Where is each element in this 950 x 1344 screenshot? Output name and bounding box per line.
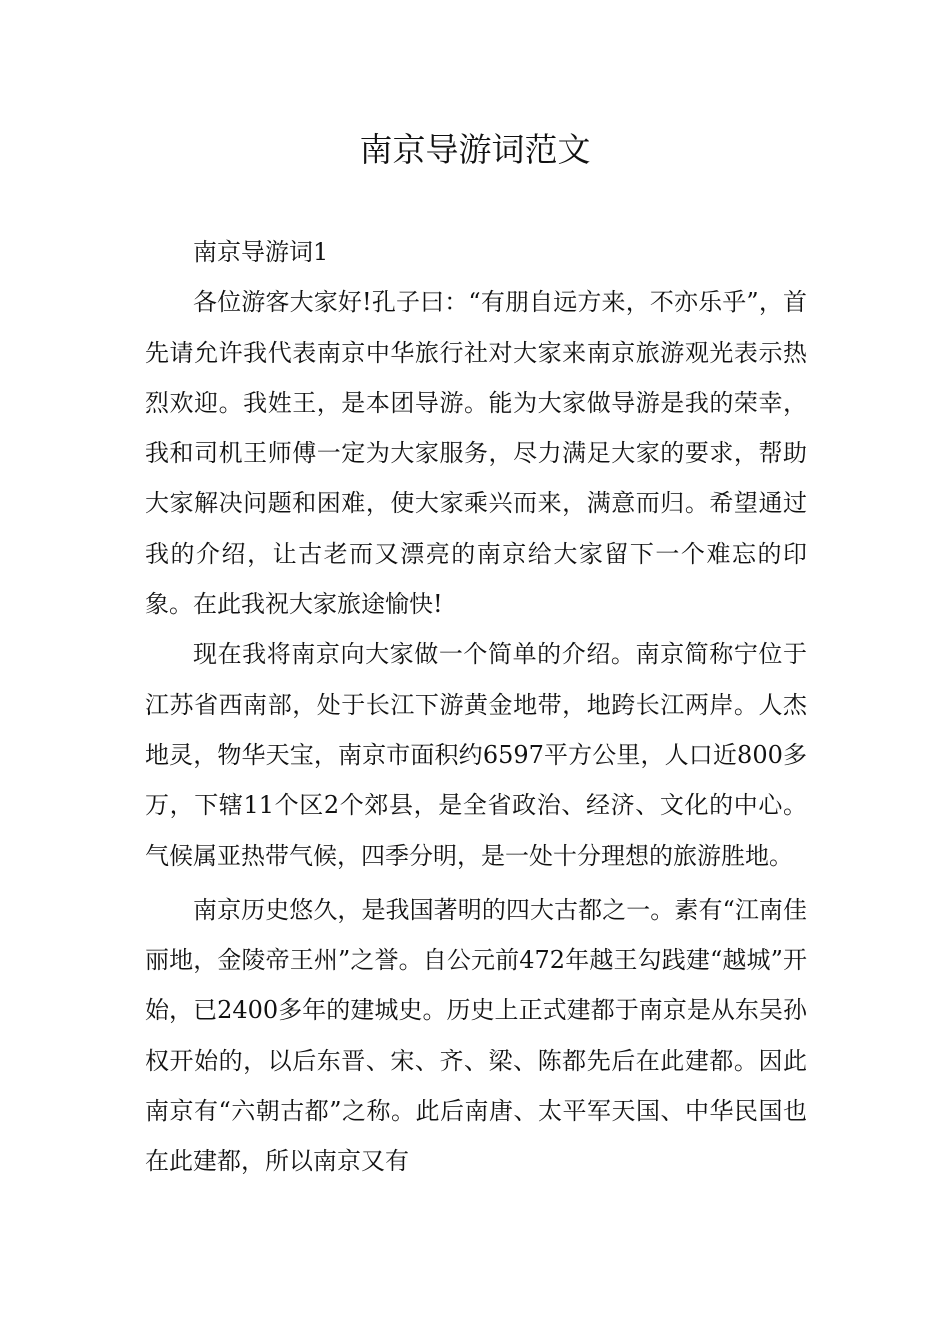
document-body (145, 227, 807, 1187)
paragraph-introduction: 现在我将南京向大家做一个简单的介绍。南京简称宁位于江苏省西南部，处于长江下游黄金地带，地跨长江两岸。人杰地灵，物华天宝，南京市面积约6597平方公里，人口近800多万，下辖11个区2个郊县，是全省政治、经济、文化的中心。气候属亚热带气候，四季分明，是一处十分理想的旅游胜地。 (145, 640, 807, 870)
section-heading: 南京导游词1 (193, 238, 329, 266)
document-title: 南京导游词范文 (359, 130, 591, 169)
paragraph-welcome: 各位游客大家好!孔子曰：“有朋自远方来，不亦乐乎”，首先请允许我代表南京中华旅行社对大家来南京旅游观光表示热烈欢迎。我姓王，是本团导游。能为大家做导游是我的荣幸，我和司机王师傅一定为大家服务，尽力满足大家的要求，帮助大家解决问题和困难，使大家乘兴而来，满意而归。希望通过我的介绍，让古老而又漂亮的南京给大家留下一个难忘的印象。在此我祝大家旅途愉快! (145, 288, 807, 619)
paragraph-history: 南京历史悠久，是我国著明的四大古都之一。素有“江南佳丽地，金陵帝王州”之誉。自公元前472年越王勾践建“越城”开始，已2400多年的建城史。历史上正式建都于南京是从东吴孙权开始的，以后东晋、宋、齐、梁、陈都先后在此建都。因此南京有“六朝古都”之称。此后南唐、太平军天国、中华民国也在此建都，所以南京又有 (145, 895, 807, 1176)
